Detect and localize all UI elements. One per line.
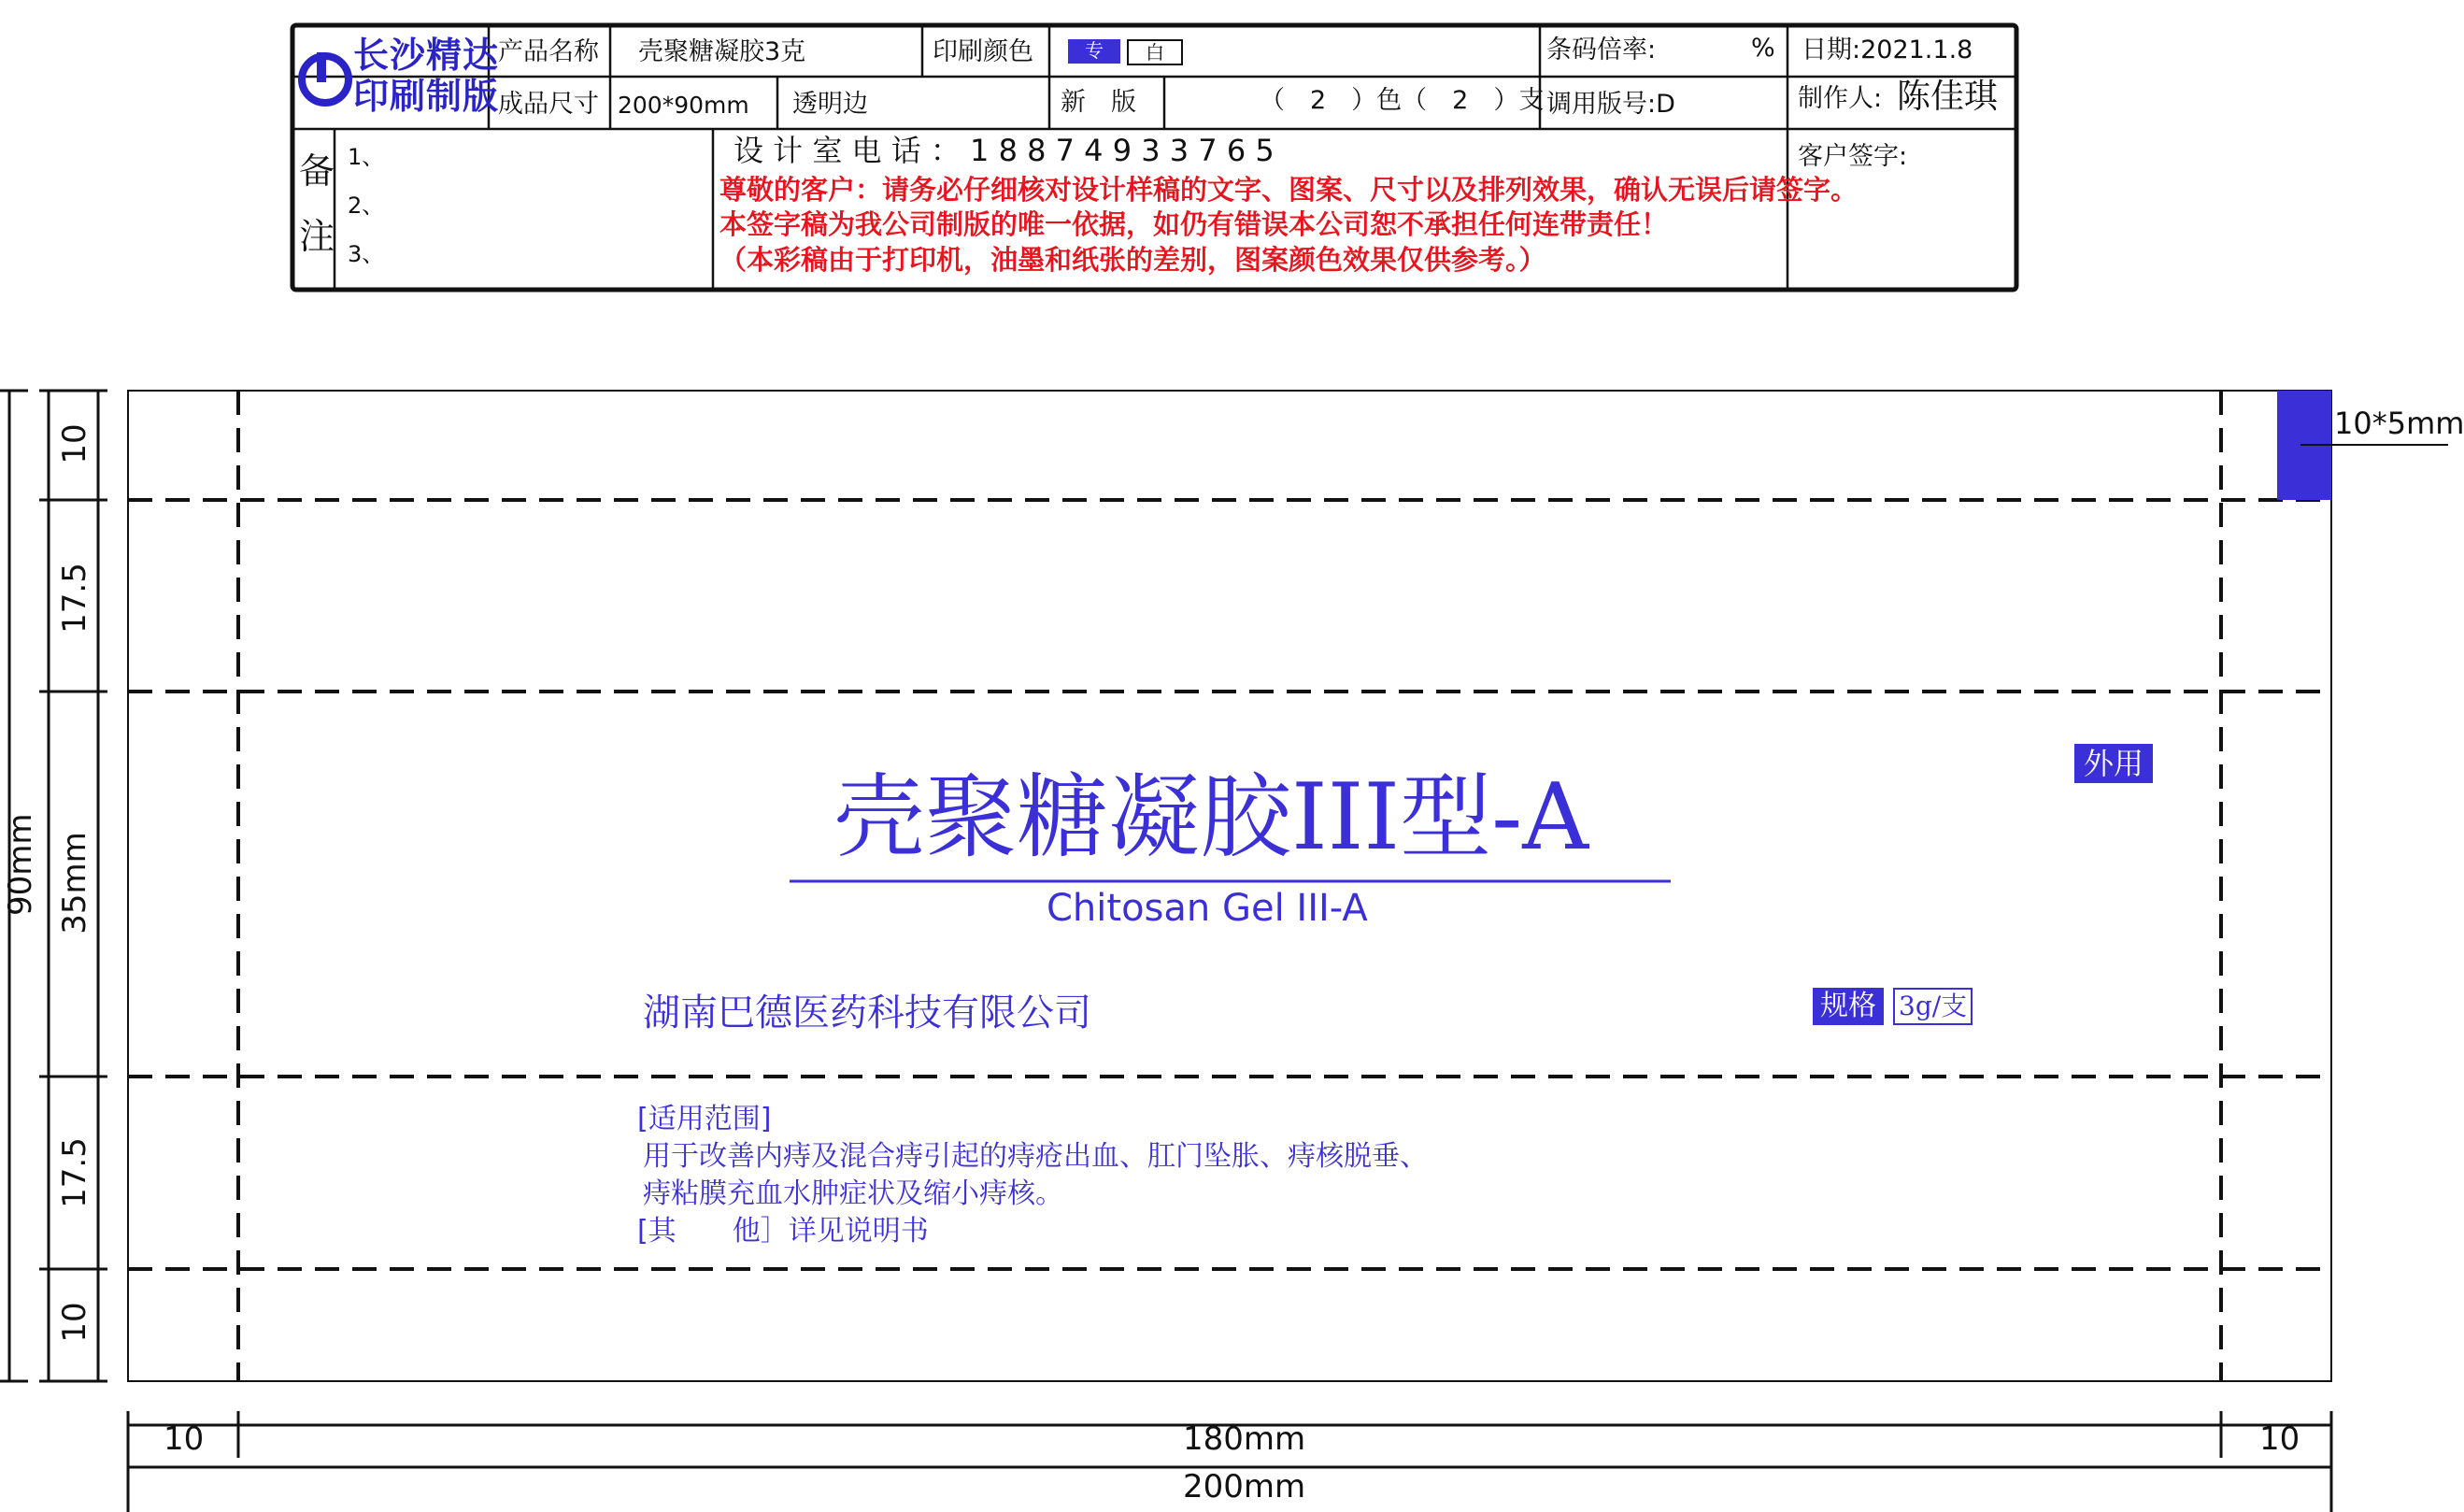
notice-line-1: 尊敬的客户：请务必仔细核对设计样稿的文字、图案、尺寸以及排列效果，确认无误后请签字。 <box>719 174 1859 206</box>
notice-line-2: 本签字稿为我公司制版的唯一依据，如仍有错误本公司恕不承担任何连带责任！ <box>719 208 1669 240</box>
company-name: 湖南巴德医药科技有限公司 <box>643 991 1091 1034</box>
plate-number-label: 调用版号:D <box>1546 90 1675 119</box>
design-phone: 设 计 室 电 话 ： 1 8 8 7 4 9 3 3 7 6 5 <box>734 133 1275 168</box>
dieline-drawing <box>0 355 2448 1512</box>
spec-label: 规格 <box>1813 988 1884 1025</box>
edge-value: 透明边 <box>792 90 868 119</box>
dimension-top-fold: 17.5 <box>56 563 93 634</box>
scope-heading: [适用范围] <box>637 1103 772 1135</box>
print-color-label: 印刷颜色 <box>933 37 1033 66</box>
product-name-value: 壳聚糖凝胶3克 <box>638 37 806 66</box>
barcode-ratio-unit: % <box>1751 34 1775 63</box>
scope-line-2: 痔粘膜充血水肿症状及缩小痔核。 <box>643 1177 1063 1210</box>
date-label: 日期:2021.1.8 <box>1802 36 1973 64</box>
color-count-text: （ 2 ）色（ 2 ）支 <box>1260 86 1545 115</box>
dimension-top-flap: 10 <box>56 423 93 464</box>
maker-name: 陈佳琪 <box>1897 78 1999 116</box>
dimension-bottom-flap: 10 <box>56 1302 93 1343</box>
remarks-label-2: 注 <box>299 216 335 257</box>
notice-line-3: （本彩稿由于打印机，油墨和纸张的差别，图案颜色效果仅供参考。） <box>719 244 1546 276</box>
customer-sign-label: 客户签字: <box>1798 142 1908 171</box>
product-title-cn: 壳聚糖凝胶III型-A <box>833 764 1589 871</box>
swatch-size-label: 10*5mm <box>2334 406 2464 441</box>
spec-value: 3g/支 <box>1893 988 1973 1025</box>
dimension-inner-width: 180mm <box>1183 1420 1306 1458</box>
logo-line-1: 长沙精达 <box>353 35 500 76</box>
external-use-badge: 外用 <box>2074 744 2153 783</box>
size-value: 200*90mm <box>618 92 749 119</box>
dimension-total-height: 90mm <box>2 813 39 916</box>
logo-line-2: 印刷制版 <box>353 76 500 117</box>
barcode-ratio-label: 条码倍率: <box>1546 36 1657 64</box>
dimension-total-width: 200mm <box>1183 1468 1306 1505</box>
scope-line-1: 用于改善内痔及混合痔引起的痔疮出血、肛门坠胀、痔核脱垂、 <box>643 1140 1428 1173</box>
remark-3: 3、 <box>348 241 385 267</box>
remark-2: 2、 <box>348 193 385 219</box>
spot-color-swatch: 专 <box>1068 39 1120 64</box>
other-line: [其 他］详见说明书 <box>637 1215 929 1248</box>
product-title-en: Chitosan Gel III-A <box>1047 887 1368 930</box>
dimension-front-panel: 35mm <box>56 832 93 934</box>
maker-label: 制作人: <box>1798 84 1883 113</box>
remarks-label-1: 备 <box>299 150 335 192</box>
dimension-right-margin: 10 <box>2259 1420 2300 1458</box>
product-name-label: 产品名称 <box>498 37 599 66</box>
new-plate-label: 新 版 <box>1061 88 1136 117</box>
dimension-left-margin: 10 <box>164 1420 205 1458</box>
remark-1: 1、 <box>348 144 385 170</box>
size-label: 成品尺寸 <box>498 90 599 119</box>
dimension-bottom-fold: 17.5 <box>56 1137 93 1208</box>
white-color-swatch: 白 <box>1127 39 1183 65</box>
